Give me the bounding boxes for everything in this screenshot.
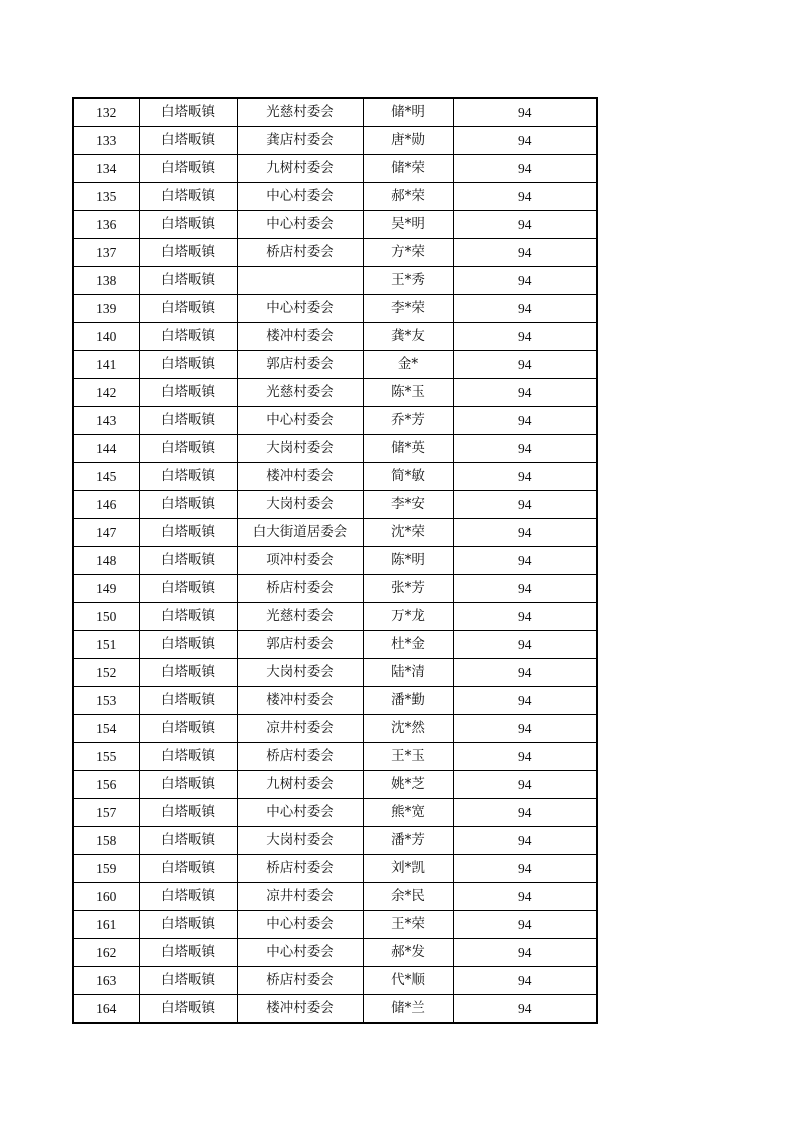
person-name-cell: 陆*清 xyxy=(363,659,453,687)
village-committee-cell: 郭店村委会 xyxy=(237,631,363,659)
score-cell: 94 xyxy=(453,519,597,547)
score-cell: 94 xyxy=(453,183,597,211)
town-cell: 白塔畈镇 xyxy=(139,827,237,855)
row-number-cell: 136 xyxy=(73,211,139,239)
person-name-cell: 潘*芳 xyxy=(363,827,453,855)
score-cell: 94 xyxy=(453,855,597,883)
person-name-cell: 王*秀 xyxy=(363,267,453,295)
table-row xyxy=(73,407,597,435)
town-cell: 白塔畈镇 xyxy=(139,155,237,183)
score-cell: 94 xyxy=(453,155,597,183)
score-cell: 94 xyxy=(453,575,597,603)
table-body xyxy=(73,98,597,1023)
village-committee-cell: 桥店村委会 xyxy=(237,967,363,995)
village-committee-cell: 中心村委会 xyxy=(237,407,363,435)
person-name-cell: 唐*勋 xyxy=(363,127,453,155)
score-cell: 94 xyxy=(453,939,597,967)
table-row xyxy=(73,575,597,603)
person-name-cell: 代*顺 xyxy=(363,967,453,995)
town-cell: 白塔畈镇 xyxy=(139,743,237,771)
town-cell: 白塔畈镇 xyxy=(139,911,237,939)
row-number-cell: 156 xyxy=(73,771,139,799)
table-row xyxy=(73,687,597,715)
table-row xyxy=(73,379,597,407)
score-cell: 94 xyxy=(453,295,597,323)
table-row xyxy=(73,295,597,323)
town-cell: 白塔畈镇 xyxy=(139,98,237,127)
person-name-cell: 万*龙 xyxy=(363,603,453,631)
score-cell: 94 xyxy=(453,491,597,519)
table-row xyxy=(73,98,597,127)
table-row xyxy=(73,491,597,519)
village-committee-cell: 桥店村委会 xyxy=(237,239,363,267)
table-row xyxy=(73,855,597,883)
row-number-cell: 138 xyxy=(73,267,139,295)
score-cell: 94 xyxy=(453,743,597,771)
table-row xyxy=(73,155,597,183)
row-number-cell: 155 xyxy=(73,743,139,771)
row-number-cell: 161 xyxy=(73,911,139,939)
town-cell: 白塔畈镇 xyxy=(139,715,237,743)
table-row xyxy=(73,323,597,351)
score-cell: 94 xyxy=(453,323,597,351)
table-row xyxy=(73,939,597,967)
row-number-cell: 148 xyxy=(73,547,139,575)
row-number-cell: 147 xyxy=(73,519,139,547)
score-cell: 94 xyxy=(453,547,597,575)
town-cell: 白塔畈镇 xyxy=(139,211,237,239)
town-cell: 白塔畈镇 xyxy=(139,771,237,799)
row-number-cell: 154 xyxy=(73,715,139,743)
village-committee-cell: 光慈村委会 xyxy=(237,379,363,407)
table-row xyxy=(73,519,597,547)
row-number-cell: 137 xyxy=(73,239,139,267)
data-table xyxy=(72,97,598,1024)
town-cell: 白塔畈镇 xyxy=(139,631,237,659)
person-name-cell: 杜*金 xyxy=(363,631,453,659)
row-number-cell: 149 xyxy=(73,575,139,603)
person-name-cell: 潘*勤 xyxy=(363,687,453,715)
village-committee-cell: 中心村委会 xyxy=(237,799,363,827)
village-committee-cell: 郭店村委会 xyxy=(237,351,363,379)
person-name-cell: 刘*凯 xyxy=(363,855,453,883)
person-name-cell: 张*芳 xyxy=(363,575,453,603)
village-committee-cell: 项冲村委会 xyxy=(237,547,363,575)
table-row xyxy=(73,211,597,239)
village-committee-cell: 桥店村委会 xyxy=(237,855,363,883)
row-number-cell: 159 xyxy=(73,855,139,883)
person-name-cell: 储*明 xyxy=(363,98,453,127)
village-committee-cell: 凉井村委会 xyxy=(237,883,363,911)
town-cell: 白塔畈镇 xyxy=(139,351,237,379)
person-name-cell: 郝*荣 xyxy=(363,183,453,211)
village-committee-cell: 中心村委会 xyxy=(237,295,363,323)
village-committee-cell: 楼冲村委会 xyxy=(237,323,363,351)
village-committee-cell: 桥店村委会 xyxy=(237,743,363,771)
score-cell: 94 xyxy=(453,435,597,463)
score-cell: 94 xyxy=(453,98,597,127)
table-row xyxy=(73,659,597,687)
village-committee-cell: 楼冲村委会 xyxy=(237,687,363,715)
person-name-cell: 龚*友 xyxy=(363,323,453,351)
score-cell: 94 xyxy=(453,603,597,631)
person-name-cell: 熊*宽 xyxy=(363,799,453,827)
table-row xyxy=(73,995,597,1024)
village-committee-cell: 中心村委会 xyxy=(237,911,363,939)
row-number-cell: 139 xyxy=(73,295,139,323)
village-committee-cell: 龚店村委会 xyxy=(237,127,363,155)
village-committee-cell: 凉井村委会 xyxy=(237,715,363,743)
row-number-cell: 145 xyxy=(73,463,139,491)
row-number-cell: 133 xyxy=(73,127,139,155)
table-row xyxy=(73,183,597,211)
town-cell: 白塔畈镇 xyxy=(139,575,237,603)
town-cell: 白塔畈镇 xyxy=(139,183,237,211)
person-name-cell: 王*玉 xyxy=(363,743,453,771)
score-cell: 94 xyxy=(453,995,597,1024)
town-cell: 白塔畈镇 xyxy=(139,267,237,295)
row-number-cell: 158 xyxy=(73,827,139,855)
score-cell: 94 xyxy=(453,967,597,995)
table-row xyxy=(73,351,597,379)
town-cell: 白塔畈镇 xyxy=(139,239,237,267)
village-committee-cell: 大岗村委会 xyxy=(237,827,363,855)
town-cell: 白塔畈镇 xyxy=(139,295,237,323)
score-cell: 94 xyxy=(453,883,597,911)
person-name-cell: 王*荣 xyxy=(363,911,453,939)
village-committee-cell: 大岗村委会 xyxy=(237,659,363,687)
town-cell: 白塔畈镇 xyxy=(139,659,237,687)
score-cell: 94 xyxy=(453,463,597,491)
row-number-cell: 144 xyxy=(73,435,139,463)
table-row xyxy=(73,435,597,463)
table-row xyxy=(73,827,597,855)
person-name-cell: 储*兰 xyxy=(363,995,453,1024)
person-name-cell: 储*英 xyxy=(363,435,453,463)
town-cell: 白塔畈镇 xyxy=(139,855,237,883)
person-name-cell: 沈*荣 xyxy=(363,519,453,547)
table-row xyxy=(73,715,597,743)
table-row xyxy=(73,463,597,491)
table-row xyxy=(73,267,597,295)
table-row xyxy=(73,743,597,771)
score-cell: 94 xyxy=(453,659,597,687)
person-name-cell: 陈*明 xyxy=(363,547,453,575)
score-cell: 94 xyxy=(453,407,597,435)
row-number-cell: 134 xyxy=(73,155,139,183)
person-name-cell: 姚*芝 xyxy=(363,771,453,799)
score-cell: 94 xyxy=(453,379,597,407)
village-committee-cell: 光慈村委会 xyxy=(237,603,363,631)
town-cell: 白塔畈镇 xyxy=(139,379,237,407)
score-cell: 94 xyxy=(453,239,597,267)
score-cell: 94 xyxy=(453,827,597,855)
town-cell: 白塔畈镇 xyxy=(139,463,237,491)
town-cell: 白塔畈镇 xyxy=(139,547,237,575)
table-row xyxy=(73,603,597,631)
person-name-cell: 储*荣 xyxy=(363,155,453,183)
village-committee-cell: 白大街道居委会 xyxy=(237,519,363,547)
village-committee-cell: 楼冲村委会 xyxy=(237,463,363,491)
table-row xyxy=(73,799,597,827)
town-cell: 白塔畈镇 xyxy=(139,435,237,463)
score-cell: 94 xyxy=(453,127,597,155)
town-cell: 白塔畈镇 xyxy=(139,491,237,519)
town-cell: 白塔畈镇 xyxy=(139,995,237,1024)
score-cell: 94 xyxy=(453,799,597,827)
village-committee-cell: 大岗村委会 xyxy=(237,491,363,519)
town-cell: 白塔畈镇 xyxy=(139,323,237,351)
person-name-cell: 李*安 xyxy=(363,491,453,519)
village-committee-cell: 楼冲村委会 xyxy=(237,995,363,1024)
person-name-cell: 方*荣 xyxy=(363,239,453,267)
score-cell: 94 xyxy=(453,911,597,939)
village-committee-cell: 中心村委会 xyxy=(237,211,363,239)
row-number-cell: 163 xyxy=(73,967,139,995)
person-name-cell: 乔*芳 xyxy=(363,407,453,435)
town-cell: 白塔畈镇 xyxy=(139,127,237,155)
row-number-cell: 142 xyxy=(73,379,139,407)
town-cell: 白塔畈镇 xyxy=(139,687,237,715)
town-cell: 白塔畈镇 xyxy=(139,939,237,967)
village-committee-cell xyxy=(237,267,363,295)
row-number-cell: 160 xyxy=(73,883,139,911)
score-cell: 94 xyxy=(453,687,597,715)
town-cell: 白塔畈镇 xyxy=(139,883,237,911)
table-row xyxy=(73,967,597,995)
village-committee-cell: 中心村委会 xyxy=(237,183,363,211)
score-cell: 94 xyxy=(453,715,597,743)
table-row xyxy=(73,239,597,267)
row-number-cell: 153 xyxy=(73,687,139,715)
person-name-cell: 余*民 xyxy=(363,883,453,911)
row-number-cell: 146 xyxy=(73,491,139,519)
score-cell: 94 xyxy=(453,771,597,799)
village-committee-cell: 九树村委会 xyxy=(237,771,363,799)
row-number-cell: 157 xyxy=(73,799,139,827)
person-name-cell: 李*荣 xyxy=(363,295,453,323)
row-number-cell: 143 xyxy=(73,407,139,435)
row-number-cell: 140 xyxy=(73,323,139,351)
person-name-cell: 吴*明 xyxy=(363,211,453,239)
town-cell: 白塔畈镇 xyxy=(139,603,237,631)
score-cell: 94 xyxy=(453,351,597,379)
row-number-cell: 150 xyxy=(73,603,139,631)
table-row xyxy=(73,547,597,575)
village-committee-cell: 光慈村委会 xyxy=(237,98,363,127)
row-number-cell: 141 xyxy=(73,351,139,379)
table-row xyxy=(73,631,597,659)
town-cell: 白塔畈镇 xyxy=(139,519,237,547)
person-name-cell: 陈*玉 xyxy=(363,379,453,407)
town-cell: 白塔畈镇 xyxy=(139,967,237,995)
person-name-cell: 简*敏 xyxy=(363,463,453,491)
village-committee-cell: 大岗村委会 xyxy=(237,435,363,463)
town-cell: 白塔畈镇 xyxy=(139,407,237,435)
village-committee-cell: 中心村委会 xyxy=(237,939,363,967)
row-number-cell: 164 xyxy=(73,995,139,1024)
table-row xyxy=(73,883,597,911)
table-row xyxy=(73,771,597,799)
person-name-cell: 郝*发 xyxy=(363,939,453,967)
score-cell: 94 xyxy=(453,631,597,659)
table-row xyxy=(73,911,597,939)
village-committee-cell: 桥店村委会 xyxy=(237,575,363,603)
score-cell: 94 xyxy=(453,267,597,295)
row-number-cell: 151 xyxy=(73,631,139,659)
row-number-cell: 135 xyxy=(73,183,139,211)
person-name-cell: 沈*然 xyxy=(363,715,453,743)
score-cell: 94 xyxy=(453,211,597,239)
table-row xyxy=(73,127,597,155)
row-number-cell: 152 xyxy=(73,659,139,687)
row-number-cell: 162 xyxy=(73,939,139,967)
town-cell: 白塔畈镇 xyxy=(139,799,237,827)
person-name-cell: 金* xyxy=(363,351,453,379)
row-number-cell: 132 xyxy=(73,98,139,127)
village-committee-cell: 九树村委会 xyxy=(237,155,363,183)
